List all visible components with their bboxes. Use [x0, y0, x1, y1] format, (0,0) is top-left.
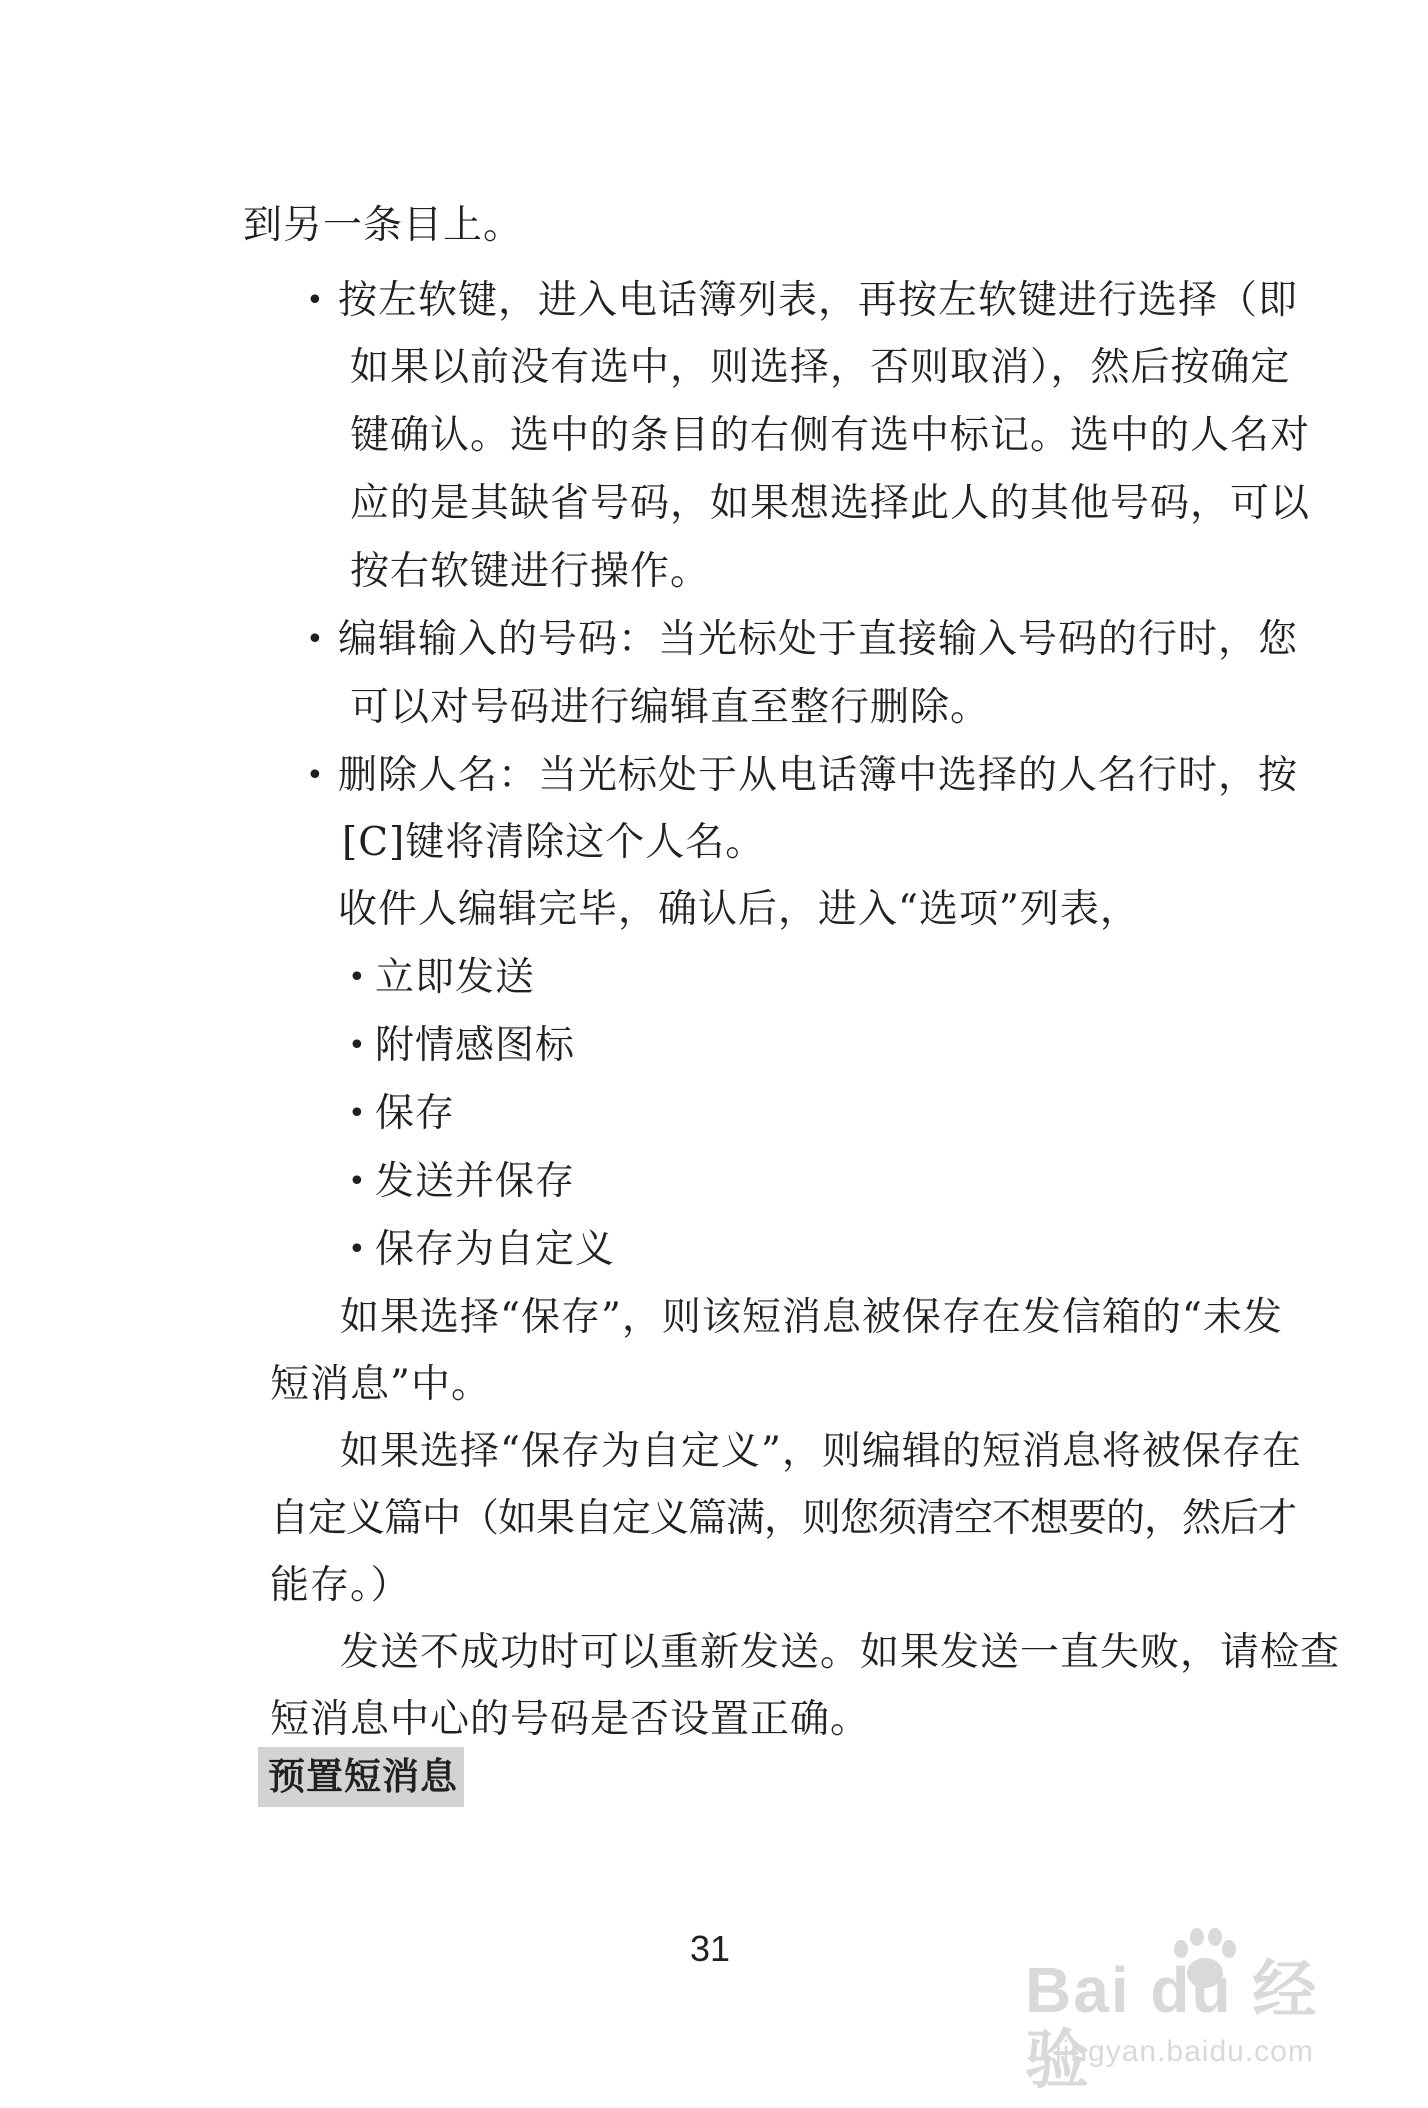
text-line-23: 短消息中心的号码是否设置正确。 — [270, 1697, 871, 1742]
bullet-marker: • — [306, 622, 324, 657]
option-item-emoticon: 附情感图标 — [375, 1023, 576, 1068]
text-line-4: 键确认。选中的条目的右侧有选中标记。选中的人名对 — [350, 413, 1311, 458]
watermark-url: jingyan.baidu.com — [1055, 2035, 1314, 2068]
bullet-marker: • — [306, 283, 324, 318]
text-line-20: 自定义篇中（如果自定义篇满，则您须清空不想要的，然后才 — [270, 1496, 1297, 1541]
bullet-marker: • — [348, 1028, 366, 1063]
text-line-9: 删除人名：当光标处于从电话簿中选择的人名行时，按 — [338, 753, 1299, 798]
text-line-22: 发送不成功时可以重新发送。如果发送一直失败，请检查 — [340, 1630, 1341, 1675]
text-line-8: 可以对号码进行编辑直至整行删除。 — [350, 685, 991, 730]
text-line-11: 收件人编辑完毕，确认后，进入“选项”列表， — [338, 887, 1140, 932]
text-line-3: 如果以前没有选中，则选择，否则取消），然后按确定 — [350, 345, 1291, 390]
option-item-send-now: 立即发送 — [375, 955, 536, 1000]
option-item-save: 保存 — [375, 1091, 456, 1136]
text-line-7: 编辑输入的号码：当光标处于直接输入号码的行时，您 — [338, 617, 1299, 662]
option-item-send-and-save: 发送并保存 — [375, 1159, 576, 1204]
text-line-19: 如果选择“保存为自定义”，则编辑的短消息将被保存在 — [340, 1429, 1302, 1474]
bullet-marker: • — [348, 1096, 366, 1131]
section-heading: 预置短消息 — [268, 1755, 458, 1798]
watermark-logo: Bai du 经验 — [1025, 1954, 1319, 2096]
text-line-17: 如果选择“保存”，则该短消息被保存在发信箱的“未发 — [340, 1295, 1283, 1340]
text-line-21: 能存。） — [270, 1563, 411, 1608]
bullet-marker: • — [306, 758, 324, 793]
bullet-marker: • — [348, 960, 366, 995]
text-line-18: 短消息”中。 — [270, 1362, 491, 1407]
watermark — [1025, 1954, 1380, 2096]
text-line-6: 按右软键进行操作。 — [350, 549, 711, 594]
text-line-5: 应的是其缺省号码，如果想选择此人的其他号码，可以 — [350, 481, 1311, 526]
text-line-2: 按左软键，进入电话簿列表，再按左软键进行选择（即 — [338, 278, 1299, 323]
bullet-marker: • — [348, 1232, 366, 1267]
option-item-save-custom: 保存为自定义 — [375, 1227, 616, 1272]
text-line-10: [C]键将清除这个人名。 — [342, 820, 766, 865]
text-line-1: 到另一条目上。 — [243, 203, 524, 248]
page-number: 31 — [690, 1928, 731, 1969]
bullet-marker: • — [348, 1164, 366, 1199]
